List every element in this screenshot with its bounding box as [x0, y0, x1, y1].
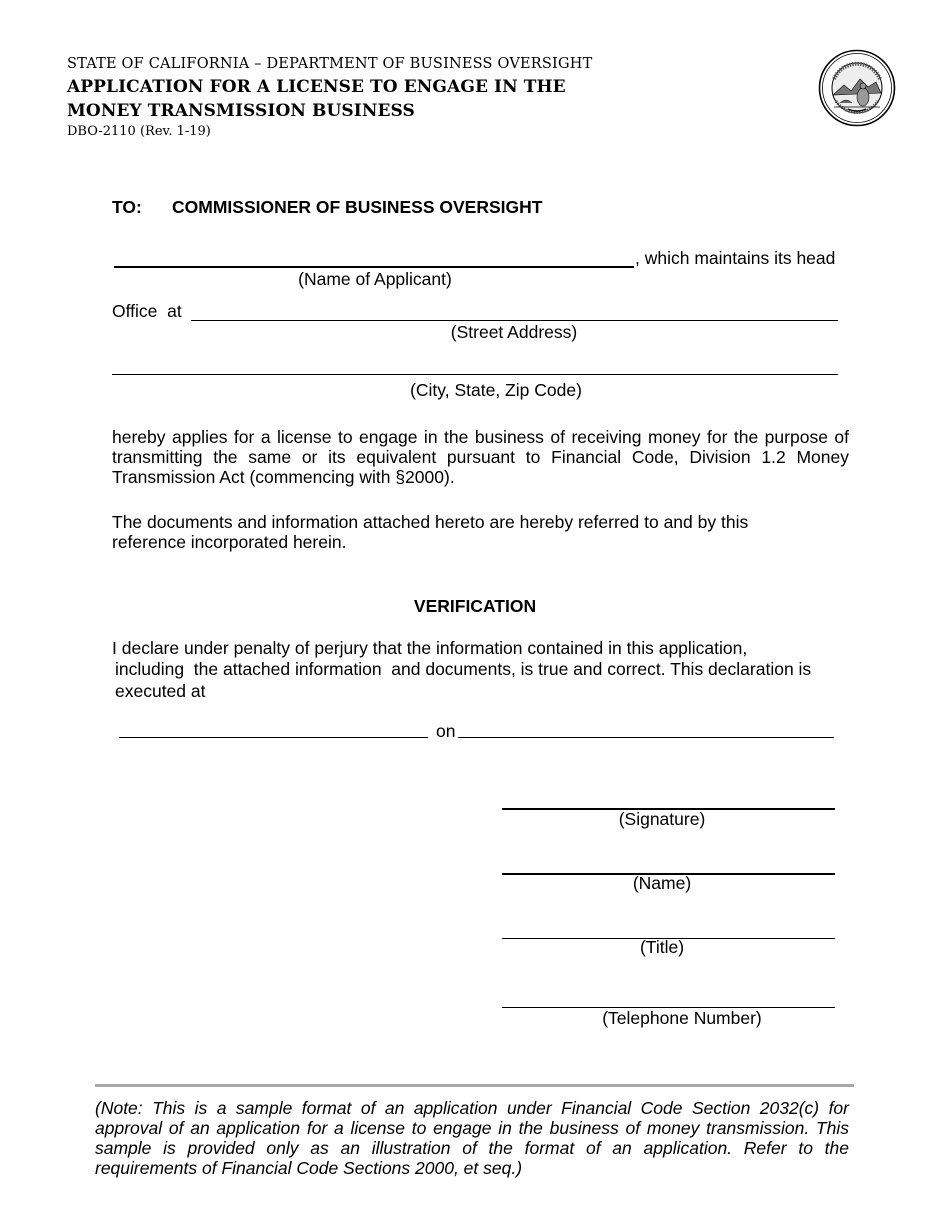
addressee-name: COMMISSIONER OF BUSINESS OVERSIGHT — [172, 197, 543, 217]
incorporation-statement: The documents and information attached hereto are hereby referred to and by this reference incorporated herein. — [112, 512, 749, 552]
declaration-line-2: including the attached information and documents, is true and correct. This declaration is — [115, 659, 812, 679]
name-caption: (Name) — [632, 873, 692, 893]
city-state-zip-field[interactable] — [112, 374, 838, 375]
form-title-line-1: APPLICATION FOR A LICENSE TO ENGAGE IN THE — [67, 77, 566, 97]
note-divider — [95, 1084, 854, 1087]
agency-name: STATE OF CALIFORNIA – DEPARTMENT OF BUSINESS OVERSIGHT — [67, 56, 593, 72]
form-title-line-2: MONEY TRANSMISSION BUSINESS — [67, 101, 415, 121]
city-state-zip-caption: (City, State, Zip Code) — [410, 380, 582, 400]
office-label: Office at — [112, 301, 182, 321]
applicant-name-caption: (Name of Applicant) — [298, 269, 452, 289]
title-caption: (Title) — [639, 937, 685, 957]
application-statement: hereby applies for a license to engage in the business of receiving money for the purpose of transmitting the same or its equivalent pursuant to Financial Code, Division 1.2 Money Transmission Act (commencing with §2000). — [112, 427, 849, 487]
execution-date-field[interactable] — [458, 737, 834, 738]
form-number: DBO-2110 (Rev. 1-19) — [67, 124, 211, 139]
signature-caption: (Signature) — [618, 809, 706, 829]
applicant-name-field[interactable] — [114, 266, 634, 268]
telephone-caption: (Telephone Number) — [602, 1008, 762, 1028]
execution-place-field[interactable] — [119, 737, 428, 738]
to-label: TO: — [112, 197, 142, 217]
declaration-line-1: I declare under penalty of perjury that the information contained in this application, — [112, 638, 748, 658]
sample-format-note: (Note: This is a sample format of an application under Financial Code Section 2032(c) for approval of an application for a license to engage in the business of money transmission. This sample is provided only as an illustration of the format of an application. Refer to the requirements of Financial Code Sections 2000, et seq.) — [95, 1098, 849, 1178]
verification-heading: VERIFICATION — [413, 596, 537, 616]
street-address-field[interactable] — [191, 320, 838, 321]
addressee-line — [112, 197, 542, 218]
declaration-line-3: executed at — [115, 681, 206, 701]
street-address-caption: (Street Address) — [450, 322, 578, 342]
on-label: on — [436, 721, 456, 741]
california-state-seal-icon — [818, 49, 896, 127]
head-office-text: , which maintains its head — [635, 248, 836, 268]
